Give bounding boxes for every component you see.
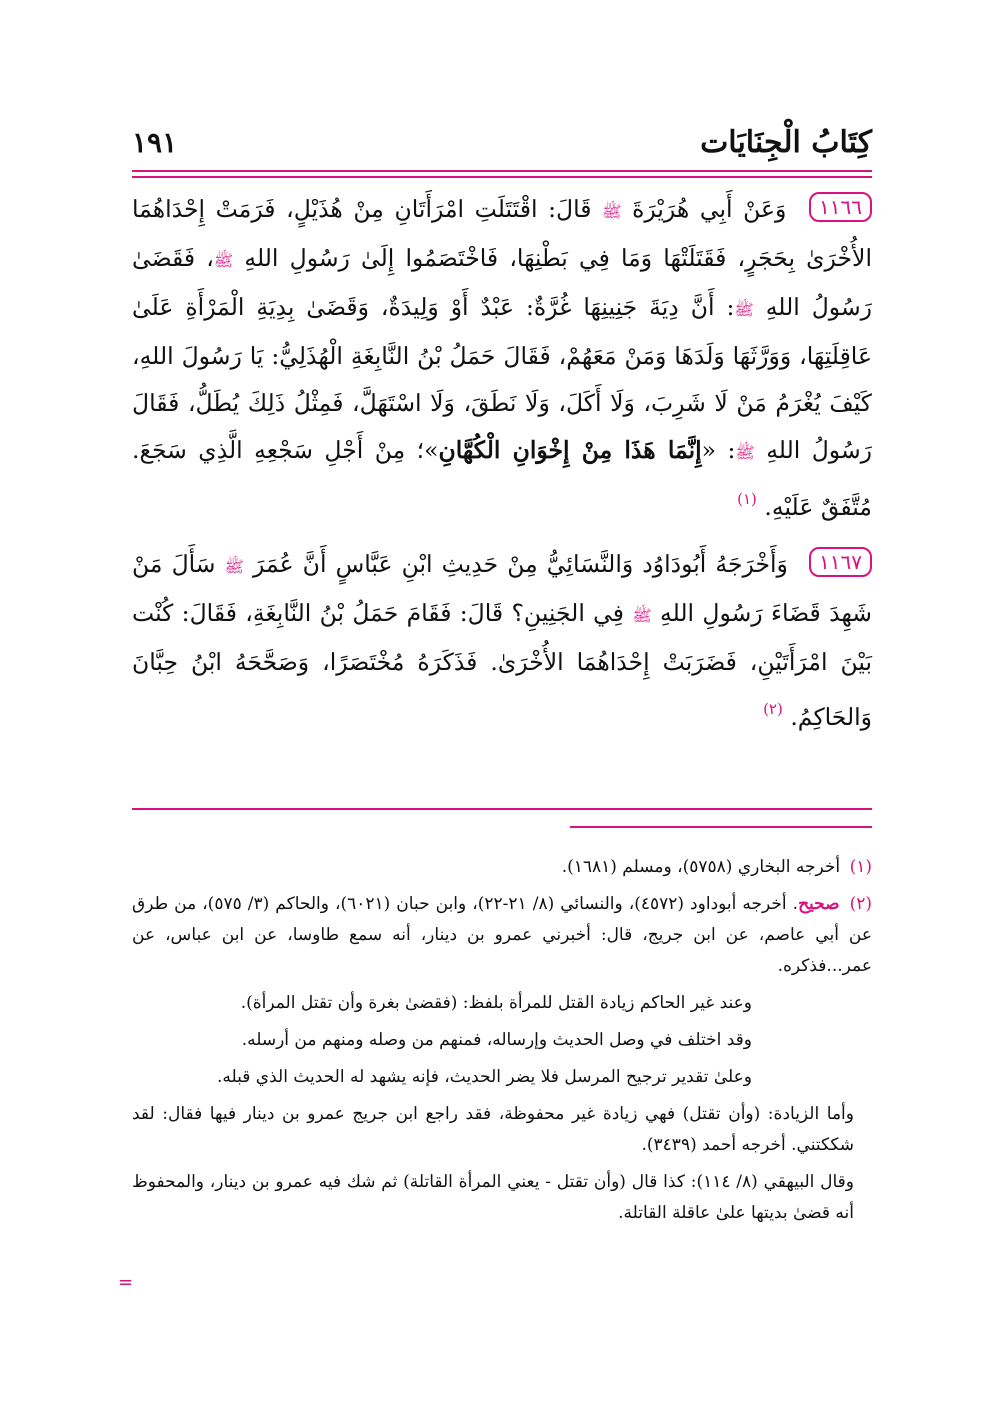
hadith-text: : « bbox=[701, 436, 736, 464]
hadith-text: وَأَخْرَجَهُ أَبُودَاوُد وَالنَّسَائِيُّ مِنْ حَدِيثِ ابْنِ عَبَّاسٍ أَنَّ عُمَرَ bbox=[253, 550, 788, 578]
book-title: كِتَابُ الْجِنَايَات bbox=[700, 124, 872, 160]
footnote-text: أخرجه البخاري (٥٧٥٨)، ومسلم (١٦٨١). bbox=[561, 857, 841, 877]
footnote-para-2: وقال البيهقي (٨/ ١١٤): كذا قال (وأن تقتل - يعني المرأة القاتلة) ثم شك فيه عمرو بن دينار، والمحفوظ أنه قضىٰ بديتها علىٰ عاقلة القاتلة. bbox=[132, 1172, 855, 1223]
footnote-separator-short bbox=[570, 826, 872, 828]
header-rule-bottom bbox=[132, 176, 872, 178]
footnote-number: (١) bbox=[849, 857, 872, 877]
footnote-ref-2[interactable]: (٢) bbox=[763, 700, 783, 718]
hadith-text: سَأَلَ مَنْ شَهِدَ قَضَاءَ رَسُولِ اللهِ bbox=[132, 550, 872, 627]
footnotes bbox=[132, 852, 872, 1235]
continuation-mark: = bbox=[118, 1272, 134, 1293]
honorific-icon: ﷺ bbox=[213, 251, 234, 270]
hadith-1166 bbox=[132, 186, 872, 531]
hadith-text: : أَنَّ دِيَةَ جَنِينِهَا غُرَّةٌ: عَبْدٌ أَوْ وَلِيدَةٌ، وَقَضَىٰ بِدِيَةِ الْمَرْأَةِ عَلَىٰ عَاقِلَتِهَا، وَوَرَّثَهَا وَلَدَهَا وَمَنْ مَعَهُمْ، فَقَالَ حَمَلُ بْنُ النَّابِغَةِ الْهُذَلِيُّ: يَا رَسُولَ اللهِ، كَيْفَ يُغْرَمُ مَنْ لَا شَرِبَ، وَلَا أَكَلَ، وَلَا نَطَقَ، وَلَا اسْتَهَلَّ، فَمِثْلُ ذَلِكَ يُطَلُّ، فَقَالَ رَسُولُ اللهِ bbox=[132, 293, 872, 464]
hadith-number-badge: ١١٦٦ bbox=[809, 192, 872, 222]
honorific-icon: ﷺ bbox=[602, 202, 622, 221]
footnote-para-1: وأما الزيادة: (وأن تقتل) فهي زيادة غير محفوظة، فقد راجع ابن جريج عمرو بن دينار فيها فقال: لقد شككتني. أخرجه أحمد (٣٤٣٩). bbox=[132, 1104, 854, 1155]
footnote-sub-2: وقد اختلف في وصل الحديث وإرساله، فمنهم من وصله ومنهم من أرسله. bbox=[241, 1030, 752, 1050]
grade-label: صحيح bbox=[798, 894, 840, 914]
hadith-text: ، فَقَضَىٰ رَسُولُ اللهِ bbox=[132, 244, 872, 321]
hadith-text: وَعَنْ أَبِي هُرَيْرَةَ bbox=[632, 195, 787, 223]
hadith-text: »؛ مِنْ أَجْلِ سَجْعِهِ الَّذِي سَجَعَ. مُتَّفَقٌ عَلَيْهِ. bbox=[132, 436, 872, 521]
footnote-sub-1: وعند غير الحاكم زيادة القتل للمرأة بلفظ: (فقضىٰ بغرة وأن تقتل المرأة). bbox=[240, 993, 752, 1013]
hadith-text: قَالَ: اقْتَتَلَتِ امْرَأَتَانِ مِنْ هُذَيْلٍ، فَرَمَتْ إِحْدَاهُمَا الأُخْرَىٰ بِحَجَرٍ، فَقَتَلَتْهَا وَمَا فِي بَطْنِهَا، فَاخْتَصَمُوا إِلَىٰ رَسُولِ اللهِ bbox=[132, 195, 872, 272]
footnote-ref-1[interactable]: (١) bbox=[737, 490, 757, 508]
header-rule-top bbox=[132, 170, 872, 172]
main-text bbox=[132, 186, 872, 751]
page-number: ١٩١ bbox=[132, 125, 178, 159]
honorific-icon: ﷺ bbox=[632, 606, 652, 625]
footnote-text: . أخرجه أبوداود (٤٥٧٢)، والنسائي (٨/ ٢١-٢٢)، وابن حبان (٦٠٢١)، والحاكم (٣/ ٥٧٥)، من طرق عن أبي عاصم، عن ابن جريج، قال: أخبرني عمرو بن دينار، أنه سمع طاوسا، عن ابن عباس، عن عمر...فذكره. bbox=[132, 894, 872, 976]
footnote-sub-3: وعلىٰ تقدير ترجيح المرسل فلا يضر الحديث، فإنه يشهد له الحديث الذي قبله. bbox=[216, 1067, 752, 1087]
hadith-text: فِي الجَنِينِ؟ قَالَ: فَقَامَ حَمَلُ بْنُ النَّابِغَةِ، فَقَالَ: كُنْت بَيْنَ امْرَأَتَيْنِ، فَضَرَبَتْ إِحْدَاهُمَا الأُخْرَىٰ. فَذَكَرَهُ مُخْتَصَرًا، وَصَحَّحَهُ ابْنُ حِبَّانَ وَالحَاكِمُ. bbox=[132, 599, 872, 731]
honorific-icon: ﷺ bbox=[735, 443, 755, 462]
hadith-1167 bbox=[132, 541, 872, 741]
prophetic-quote: إِنَّمَا هَذَا مِنْ إِخْوَانِ الْكُهَّانِ bbox=[438, 436, 702, 464]
footnote-1 bbox=[132, 852, 872, 883]
footnote-number: (٢) bbox=[849, 894, 873, 914]
footnote-separator-long bbox=[132, 808, 872, 810]
page-header bbox=[132, 118, 872, 166]
honorific-icon: ﷺ bbox=[224, 557, 244, 576]
hadith-number-badge: ١١٦٧ bbox=[809, 547, 872, 577]
honorific-icon: ﷺ bbox=[734, 300, 754, 319]
footnote-2 bbox=[132, 889, 872, 982]
